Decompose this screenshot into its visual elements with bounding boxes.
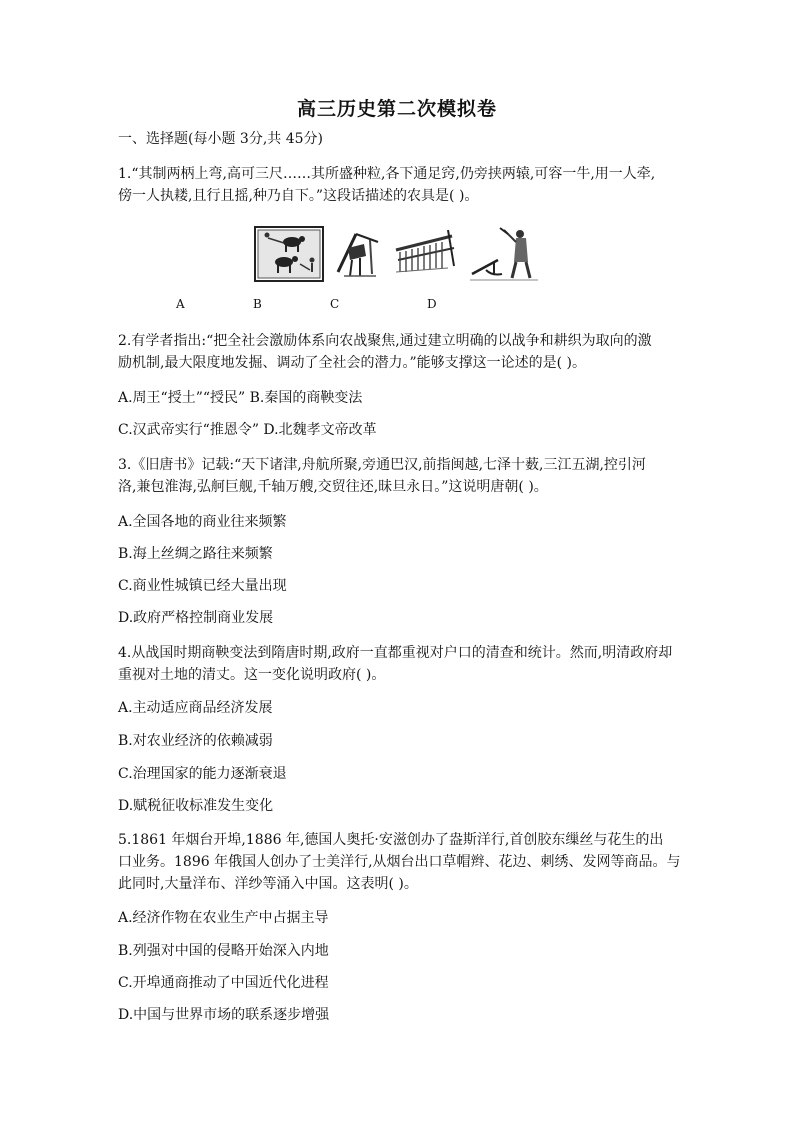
seed-drill-image (330, 226, 382, 282)
q5-stem-line1: 5.1861 年烟台开埠,1886 年,德国人奥托·安滋创办了盎斯洋行,首创胶东缫丝与花生的出 (118, 832, 664, 848)
section-heading: 一、选择题(每小题 3分,共 45分) (118, 131, 323, 147)
q2-stem-line2: 励机制,最大限度地发掘、调动了全社会的潜力。”能够支撑这一论述的是( )。 (118, 355, 586, 371)
ox-plowing-scene-image (254, 226, 324, 282)
q5-option-a: A.经济作物在农业生产中占据主导 (118, 910, 329, 926)
q5-option-c: C.开埠通商推动了中国近代化进程 (118, 975, 329, 991)
q4-stem-line2: 重视对土地的清丈。这一变化说明政府( )。 (118, 667, 386, 683)
q1-option-label-d: D (427, 297, 437, 311)
q2-stem-line1: 2.有学者指出:“把全社会激励体系向农战聚焦,通过建立明确的以战争和耕织为取向的激 (118, 333, 652, 349)
q3-option-d: D.政府严格控制商业发展 (118, 610, 274, 626)
q1-option-label-c: C (330, 297, 340, 311)
farmer-plow-image (468, 226, 540, 282)
q3-option-a: A.全国各地的商业往来频繁 (118, 514, 287, 530)
q5-option-d: D.中国与世界市场的联系逐步增强 (118, 1007, 330, 1023)
q4-option-d: D.赋税征收标准发生变化 (118, 798, 274, 814)
q1-tool-images (0, 226, 794, 286)
q1-option-label-b: B (253, 297, 262, 311)
q5-option-b: B.列强对中国的侵略开始深入内地 (118, 943, 329, 959)
q3-stem-line2: 洛,兼包淮海,弘舸巨舰,千轴万艘,交贸往还,昧旦永日。”这说明唐朝( )。 (118, 479, 548, 495)
q5-stem-line3: 此同时,大量洋布、洋纱等涌入中国。这表明( )。 (118, 876, 418, 892)
harrow-image (392, 226, 458, 282)
q4-stem-line1: 4.从战国时期商鞅变法到隋唐时期,政府一直都重视对户口的清查和统计。然而,明清政府却 (118, 645, 673, 661)
q3-stem-line1: 3.《旧唐书》记载:“天下诸津,舟航所聚,旁通巴汉,前指闽越,七泽十薮,三江五湖,控引河 (118, 457, 646, 473)
q2-options-line1: A.周王“授土”“授民” B.秦国的商鞅变法 (118, 390, 363, 406)
q1-option-label-a: A (176, 297, 185, 311)
q1-stem-line2: 傍一人执耧,且行且摇,种乃自下。”这段话描述的农具是( )。 (118, 188, 479, 204)
q4-option-b: B.对农业经济的依赖减弱 (118, 733, 273, 749)
page-title: 高三历史第二次模拟卷 (296, 98, 497, 120)
q5-stem-line2: 口业务。1896 年俄国人创办了士美洋行,从烟台出口草帽辫、花边、刺绣、发网等商品。与 (118, 854, 681, 870)
q4-option-c: C.治理国家的能力逐渐衰退 (118, 766, 287, 782)
q4-option-a: A.主动适应商品经济发展 (118, 700, 273, 716)
q2-options-line2: C.汉武帝实行“推恩令” D.北魏孝文帝改革 (118, 422, 377, 438)
q3-option-c: C.商业性城镇已经大量出现 (118, 578, 287, 594)
q1-stem-line1: 1.“其制两柄上弯,高可三尺……其所盛种粒,各下通足窍,仍旁挟两辕,可容一牛,用一人牵, (118, 166, 656, 182)
q3-option-b: B.海上丝绸之路往来频繁 (118, 546, 273, 562)
